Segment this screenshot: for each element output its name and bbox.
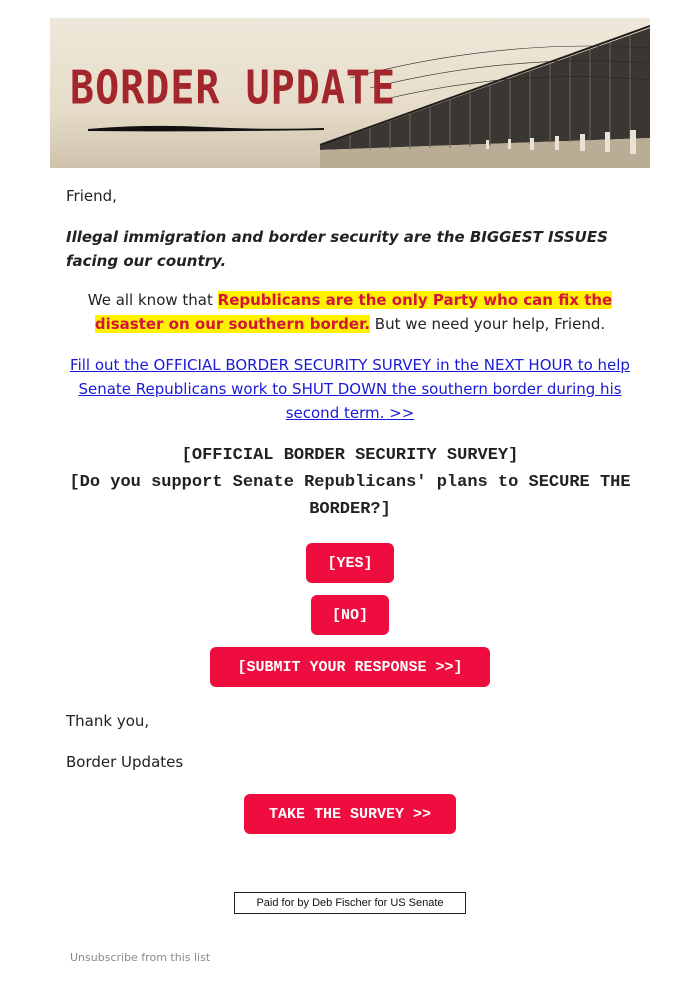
appeal-paragraph: [60, 288, 640, 336]
appeal-suffix: But we need your help, Friend.: [370, 315, 606, 333]
appeal-prefix: We all know that: [87, 291, 218, 309]
highlighted-claim: Republicans are the only Party who can fix the disaster on our southern border.: [94, 291, 613, 333]
closing-signoff: Border Updates: [66, 753, 184, 771]
yes-button[interactable]: [YES]: [306, 543, 394, 583]
brush-stroke-decoration: [86, 122, 326, 134]
no-button[interactable]: [NO]: [311, 595, 389, 635]
unsubscribe-link[interactable]: Unsubscribe from this list: [70, 951, 211, 964]
survey-link[interactable]: Fill out the OFFICIAL BORDER SECURITY SURVEY in the NEXT HOUR to help Senate Republicans work to SHUT DOWN the southern border during his second term. >>: [70, 356, 630, 422]
survey-heading: [60, 442, 640, 523]
lead-paragraph: Illegal immigration and border security are the BIGGEST ISSUES facing our country.: [66, 228, 608, 270]
survey-question: [Do you support Senate Republicans' plans to SECURE THE BORDER?]: [69, 473, 631, 519]
take-survey-button[interactable]: TAKE THE SURVEY >>: [244, 794, 456, 834]
banner-title: BORDER UPDATE: [70, 62, 397, 115]
header-banner: [50, 18, 650, 168]
greeting: Friend,: [66, 187, 117, 205]
closing-thanks: Thank you,: [66, 712, 150, 730]
submit-response-button[interactable]: [SUBMIT YOUR RESPONSE >>]: [210, 647, 490, 687]
paid-for-disclaimer: Paid for by Deb Fischer for US Senate: [234, 892, 466, 914]
survey-title: [OFFICIAL BORDER SECURITY SURVEY]: [181, 446, 519, 465]
